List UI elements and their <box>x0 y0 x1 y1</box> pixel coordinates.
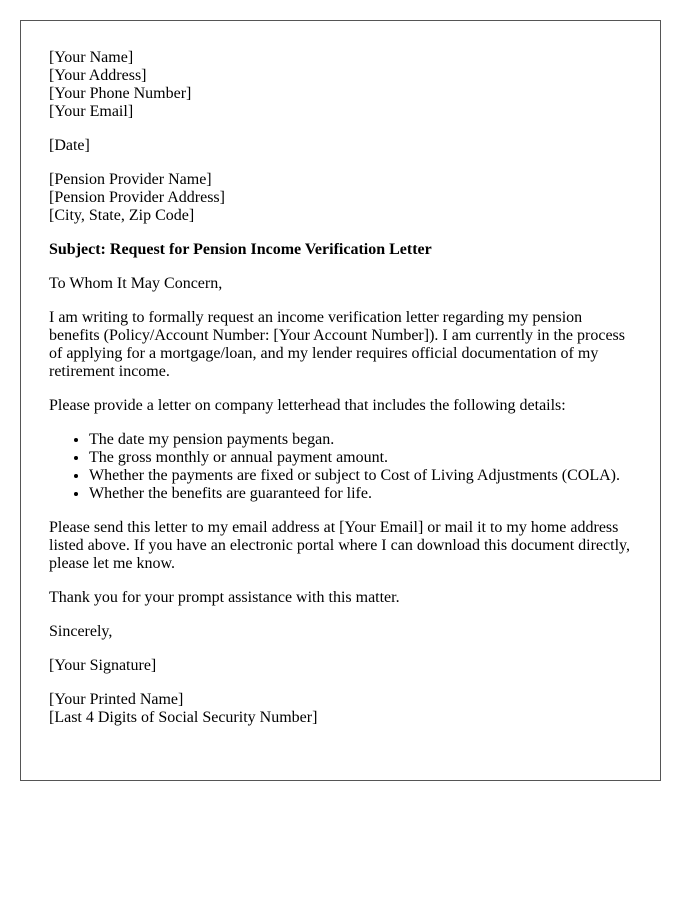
body-paragraph-2: Please provide a letter on company letterhead that includes the following details: <box>49 397 566 414</box>
sender-address: [Your Address] <box>49 67 147 84</box>
sender-email: [Your Email] <box>49 103 134 120</box>
closing: Sincerely, <box>49 623 113 640</box>
list-item: • The date my pension payments began. <box>89 431 632 449</box>
sender-block <box>49 49 632 121</box>
sender-phone: [Your Phone Number] <box>49 85 192 102</box>
letter-page <box>20 20 661 781</box>
details-list <box>49 431 632 503</box>
date: [Date] <box>49 137 90 154</box>
footer-block <box>49 691 632 727</box>
body-paragraph-3: Please send this letter to my email address at [Your Email] or mail it to my home address listed above. If you have an electronic portal where I can download this document directly, please let me know. <box>49 519 630 572</box>
list-item: • Whether the payments are fixed or subject to Cost of Living Adjustments (COLA). <box>89 467 632 485</box>
salutation: To Whom It May Concern, <box>49 275 223 292</box>
printed-name: [Your Printed Name] <box>49 691 184 708</box>
subject-line: Subject: Request for Pension Income Verification Letter <box>49 241 432 258</box>
recipient-block <box>49 171 632 225</box>
recipient-name: [Pension Provider Name] <box>49 171 212 188</box>
signature: [Your Signature] <box>49 657 157 674</box>
sender-name: [Your Name] <box>49 49 134 66</box>
body-paragraph-4: Thank you for your prompt assistance with this matter. <box>49 589 400 606</box>
list-item: • Whether the benefits are guaranteed for life. <box>89 485 632 503</box>
body-paragraph-1: I am writing to formally request an income verification letter regarding my pension benefits (Policy/Account Number: [Your Account Number]). I am currently in the process of applying for a mortgage/loan, and my lender requires official documentation of my retirement income. <box>49 309 626 380</box>
recipient-address: [Pension Provider Address] <box>49 189 225 206</box>
list-item: • The gross monthly or annual payment amount. <box>89 449 632 467</box>
ssn-digits: [Last 4 Digits of Social Security Number] <box>49 709 318 726</box>
recipient-city: [City, State, Zip Code] <box>49 207 195 224</box>
